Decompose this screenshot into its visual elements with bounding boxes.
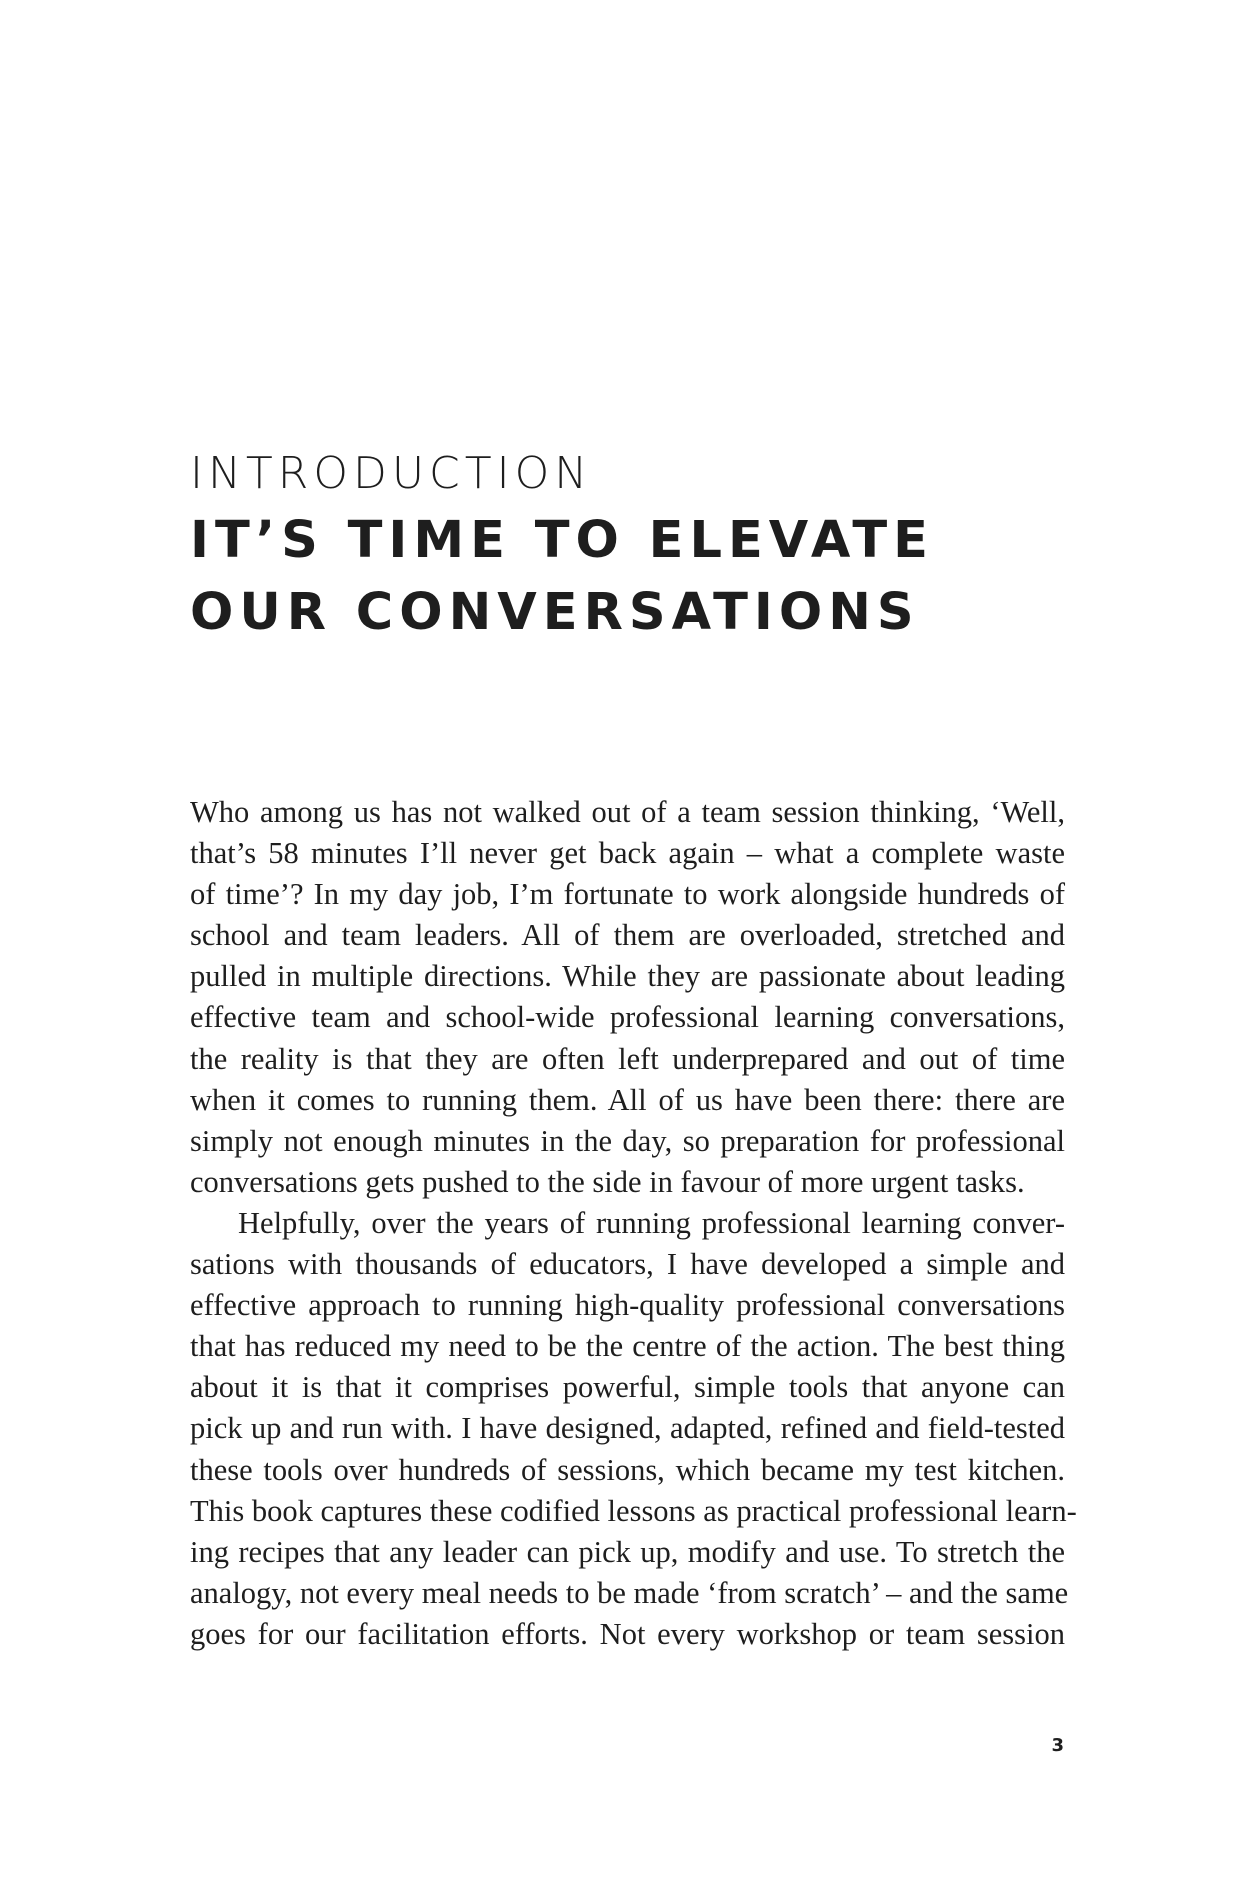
- paragraph-2: [190, 1203, 1077, 1655]
- chapter-title: [190, 505, 934, 649]
- text-line: This book captures these codified lessons as practical professional learn-: [190, 1493, 1077, 1528]
- text-line: that has reduced my need to be the centre of the action. The best thing: [190, 1329, 1065, 1364]
- text-line: Who among us has not walked out of a team session thinking, ‘Well,: [190, 795, 1065, 829]
- text-line: when it comes to running them. All of us have been there: there are: [190, 1082, 1065, 1117]
- text-line: Helpfully, over the years of running professional learning conver-: [238, 1205, 1065, 1240]
- text-line: of time’? In my day job, I’m fortunate to work alongside hundreds of: [190, 877, 1065, 912]
- text-line: goes for our facilitation efforts. Not every workshop or team session: [190, 1616, 1065, 1651]
- text-line: effective approach to running high-quality professional conversations: [190, 1288, 1065, 1323]
- text-line: conversations gets pushed to the side in favour of more urgent tasks.: [190, 1164, 1025, 1199]
- text-line: these tools over hundreds of sessions, which became my test kitchen.: [190, 1452, 1065, 1487]
- text-line: that’s 58 minutes I’ll never get back again – what a complete waste: [190, 836, 1065, 871]
- chapter-title-line: IT’S TIME TO ELEVATE: [190, 511, 934, 570]
- text-line: pick up and run with. I have designed, adapted, refined and field-tested: [190, 1411, 1065, 1446]
- text-line: sations with thousands of educators, I have developed a simple and: [190, 1247, 1065, 1282]
- text-line: pulled in multiple directions. While they are passionate about leading: [190, 959, 1065, 994]
- text-line: effective team and school-wide professional learning conversations,: [190, 1000, 1065, 1035]
- text-line: about it is that it comprises powerful, simple tools that anyone can: [190, 1370, 1065, 1405]
- chapter-title-line: OUR CONVERSATIONS: [190, 583, 920, 642]
- text-line: ing recipes that any leader can pick up, modify and use. To stretch the: [190, 1534, 1065, 1569]
- text-line: analogy, not every meal needs to be made ‘from scratch’ – and the same: [190, 1575, 1069, 1610]
- page-number: 3: [1051, 1735, 1064, 1756]
- paragraph-1: [190, 792, 1065, 1203]
- text-line: the reality is that they are often left underprepared and out of time: [190, 1041, 1065, 1076]
- chapter-label: INTRODUCTION: [190, 448, 593, 499]
- text-line: simply not enough minutes in the day, so preparation for professional: [190, 1123, 1065, 1158]
- text-line: school and team leaders. All of them are overloaded, stretched and: [190, 918, 1065, 953]
- body-text: [190, 792, 1077, 1655]
